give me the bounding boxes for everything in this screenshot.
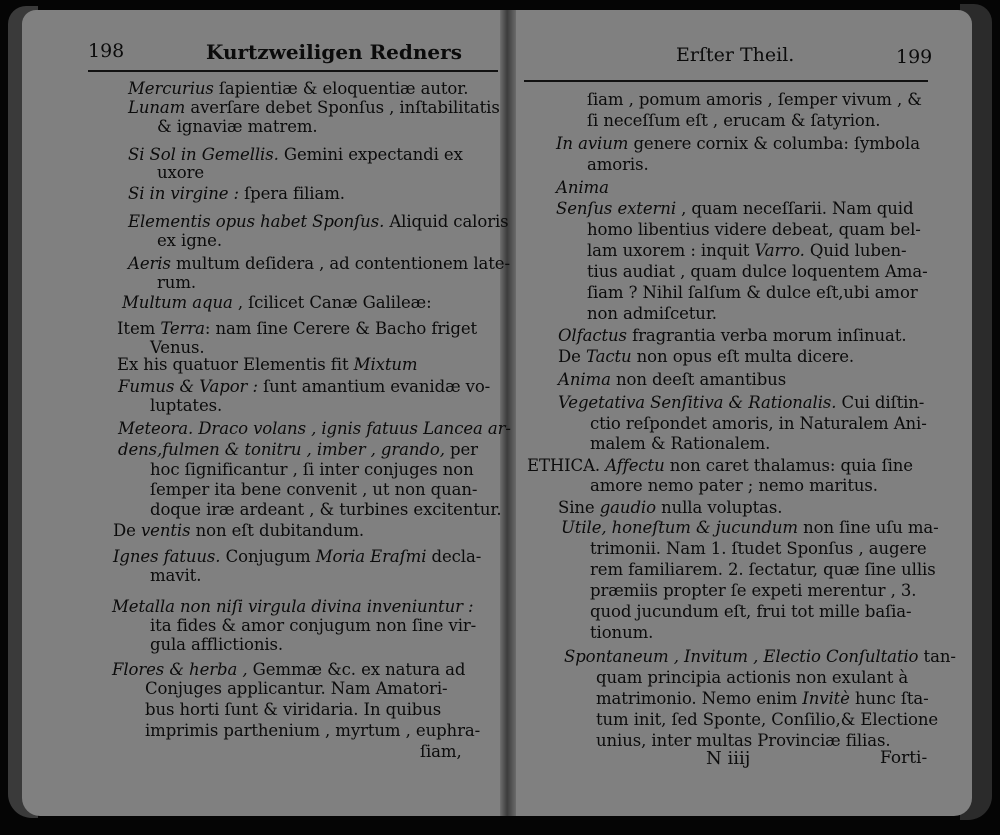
italic-run: gaudio (599, 498, 656, 517)
roman-run: Aliquid caloris (384, 212, 509, 231)
text-line (150, 635, 283, 654)
roman-run: malem & Rationalem. (590, 434, 771, 453)
roman-run: tum init, ſed Sponte, Conſilio,& Electione (596, 710, 939, 729)
text-line (150, 566, 201, 585)
roman-run: Quid luben- (804, 241, 907, 260)
left-header-rule (88, 70, 498, 72)
italic-run: Metalla non niſi virgula divina inveniuntur : (112, 597, 474, 616)
italic-run: Terra (160, 319, 205, 338)
roman-run: non ſine uſu ma- (797, 518, 939, 537)
roman-run: ſapientiæ & eloquentiæ autor. (213, 79, 469, 98)
roman-run: tius audiat , quam dulce loquentem Ama- (587, 262, 928, 281)
italic-run: Varro. (754, 241, 805, 260)
roman-run: Gemmæ &c. ex natura ad (247, 660, 466, 679)
text-line (590, 476, 878, 495)
italic-run: Si Sol in Gemellis. (128, 145, 279, 164)
left-page-number: 198 (88, 40, 125, 62)
text-line (587, 283, 918, 302)
italic-run: Meteora. Draco volans , ignis fatuus Lancea ar- (118, 419, 511, 438)
text-line (150, 616, 476, 635)
text-line (128, 254, 510, 273)
roman-run: ita fides & amor conjugum non ſine vir- (150, 616, 477, 635)
roman-run: præmiis propter ſe expeti merentur , 3. (590, 581, 917, 600)
roman-run: imprimis parthenium , myrtum , euphra- (145, 721, 481, 740)
roman-run: amoris. (587, 155, 649, 174)
roman-run: Item (117, 319, 161, 338)
roman-run: tan- (918, 647, 956, 666)
roman-run: tionum. (590, 623, 654, 642)
italic-run: Anima (556, 178, 609, 197)
roman-run: averſare debet Sponſus , inſtabilitatis (185, 98, 500, 117)
roman-run: Venus. (150, 338, 205, 357)
roman-run: nulla voluptas. (655, 498, 783, 517)
roman-run: per (444, 440, 478, 459)
roman-run: Cui diſtin- (836, 393, 925, 412)
italic-run: Utile, honeſtum & jucundum (561, 518, 798, 537)
roman-run: hoc ſignificantur , ſi inter conjuges non (150, 460, 474, 479)
roman-run: bus horti ſunt & viridaria. In quibus (145, 700, 442, 719)
roman-run: ctio reſpondet amoris, in Naturalem Ani- (590, 414, 927, 433)
italic-run: ventis (140, 521, 191, 540)
text-line (596, 710, 938, 729)
roman-run: non admiſcetur. (587, 304, 717, 323)
roman-run: uxore (157, 163, 205, 182)
text-line (590, 560, 936, 579)
roman-run: ex igne. (157, 231, 222, 250)
text-line (118, 440, 478, 459)
text-line (157, 163, 204, 182)
text-line (590, 414, 927, 433)
text-line (556, 199, 913, 218)
roman-run: amore nemo pater ; nemo maritus. (590, 476, 878, 495)
roman-run: rum. (157, 273, 197, 292)
left-running-head: Kurtzweiligen Redners (206, 40, 462, 64)
roman-run: unius, inter multas Provinciæ filias. (596, 731, 891, 750)
roman-run: De (113, 521, 141, 540)
text-line (556, 134, 920, 153)
text-line (558, 393, 924, 412)
roman-run: hunc ſta- (849, 689, 929, 708)
roman-run: ſemper ita bene convenit , ut non quan- (150, 480, 478, 499)
text-line (118, 377, 490, 396)
book-gutter (500, 10, 516, 816)
roman-run: fragrantia verba morum inſinuat. (626, 326, 907, 345)
text-line (150, 460, 474, 479)
italic-run: Senſus externi (556, 199, 676, 218)
italic-run: Si in virgine : (128, 184, 239, 203)
roman-run: ETHICA. (527, 456, 606, 475)
roman-run: matrimonio. Nemo enim (596, 689, 803, 708)
text-line (590, 434, 770, 453)
text-line (561, 518, 939, 537)
roman-run: genere cornix & columba: ſymbola (628, 134, 920, 153)
roman-run: ſiam, (420, 742, 462, 761)
signature-mark: N iiij (706, 748, 751, 769)
text-line (587, 90, 922, 109)
roman-run: trimonii. Nam 1. ſtudet Sponſus , augere (590, 539, 927, 558)
text-line (118, 419, 511, 438)
roman-run: quam principia actionis non exulant à (596, 668, 909, 687)
text-line (596, 689, 929, 708)
text-line (556, 178, 609, 197)
text-line (128, 184, 345, 203)
text-line (587, 262, 928, 281)
roman-run: & ignaviæ matrem. (157, 117, 318, 136)
italic-run: Mixtum (353, 355, 418, 374)
roman-run: decla- (426, 547, 482, 566)
text-line (150, 480, 477, 499)
text-line (590, 602, 912, 621)
text-line (117, 355, 417, 374)
italic-run: Elementis opus habet Sponſus. (128, 212, 385, 231)
text-line (558, 326, 906, 345)
italic-run: Spontaneum , Invitum , Electio Conſultatio (564, 647, 919, 666)
italic-run: Aeris (128, 254, 171, 273)
roman-run: homo libentius videre debeat, quam bel- (587, 220, 921, 239)
text-line (558, 498, 782, 517)
italic-run: Multum aqua (122, 293, 233, 312)
italic-run: Flores & herba , (112, 660, 248, 679)
italic-run: Anima (558, 370, 611, 389)
roman-run: Conjugum (220, 547, 316, 566)
italic-run: Affectu (605, 456, 665, 475)
italic-run: Moria Eraſmi (315, 547, 427, 566)
text-line (157, 231, 222, 250)
roman-run: : nam ſine Cerere & Bacho friget (204, 319, 478, 338)
text-line (112, 597, 474, 616)
text-line (587, 241, 907, 260)
text-line (596, 668, 908, 687)
roman-run: Sine (558, 498, 600, 517)
text-line (150, 396, 222, 415)
right-header-rule (524, 80, 928, 82)
italic-run: Mercurius (128, 79, 214, 98)
roman-run: non deeſt amantibus (610, 370, 787, 389)
roman-run: ſunt amantium evanidæ vo- (257, 377, 491, 396)
text-line (527, 456, 913, 475)
text-line (590, 539, 927, 558)
text-line (128, 79, 468, 98)
roman-run: gula afflictionis. (150, 635, 284, 654)
italic-run: dens,fulmen & tonitru , imber , grando, (118, 440, 445, 459)
roman-run: ſiam ? Nihil ſalſum & dulce eſt,ubi amor (587, 283, 918, 302)
italic-run: Fumus & Vapor : (118, 377, 258, 396)
roman-run: lam uxorem : inquit (587, 241, 755, 260)
text-line (128, 98, 500, 117)
catchword: Forti- (880, 748, 928, 768)
text-line (113, 547, 481, 566)
right-running-head: Erſter Theil. (676, 44, 795, 66)
roman-run: non opus eſt multa dicere. (631, 347, 855, 366)
roman-run: De (558, 347, 586, 366)
roman-run: non eſt dubitandum. (190, 521, 365, 540)
roman-run: , quam neceſſarii. Nam quid (676, 199, 914, 218)
italic-run: Ignes fatuus. (113, 547, 221, 566)
text-line (128, 212, 509, 231)
italic-run: Olfactus (558, 326, 627, 345)
text-line (122, 293, 432, 312)
roman-run: ſpera filiam. (239, 184, 345, 203)
text-line (590, 623, 653, 642)
text-line (128, 145, 463, 164)
text-line (587, 111, 880, 130)
text-line (112, 660, 465, 679)
text-line (587, 304, 717, 323)
roman-run: , ſcilicet Canæ Galileæ: (232, 293, 432, 312)
text-line (150, 500, 502, 519)
text-line (113, 521, 364, 540)
text-line (558, 370, 786, 389)
roman-run: Ex his quatuor Elementis fit (117, 355, 354, 374)
text-line (564, 647, 956, 666)
text-line (157, 117, 318, 136)
roman-run: Gemini expectandi ex (278, 145, 463, 164)
roman-run: doque iræ ardeant , & turbines excitentur. (150, 500, 502, 519)
text-line (145, 700, 441, 719)
italic-run: Lunam (128, 98, 186, 117)
right-page-number: 199 (896, 46, 933, 68)
text-line (157, 273, 196, 292)
text-line (145, 679, 447, 698)
text-line (558, 347, 854, 366)
text-line (420, 742, 462, 761)
roman-run: luptates. (150, 396, 223, 415)
roman-run: Conjuges applicantur. Nam Amatori- (145, 679, 448, 698)
roman-run: ſiam , pomum amoris , ſemper vivum , & (587, 90, 922, 109)
text-line (117, 319, 477, 338)
roman-run: ſi neceſſum eſt , erucam & ſatyrion. (587, 111, 881, 130)
italic-run: Vegetativa Senſitiva & Rationalis. (558, 393, 837, 412)
roman-run: rem familiarem. 2. ſectatur, quæ ſine ullis (590, 560, 936, 579)
roman-run: quod jucundum eſt, frui tot mille baſia- (590, 602, 912, 621)
roman-run: multum deſidera , ad contentionem late- (170, 254, 510, 273)
roman-run: non caret thalamus: quia ſine (664, 456, 913, 475)
roman-run: mavit. (150, 566, 202, 585)
text-line (590, 581, 916, 600)
italic-run: Tactu (585, 347, 632, 366)
text-line (587, 220, 921, 239)
text-line (587, 155, 649, 174)
italic-run: Invitè (802, 689, 850, 708)
text-line (145, 721, 480, 740)
italic-run: In avium (556, 134, 629, 153)
